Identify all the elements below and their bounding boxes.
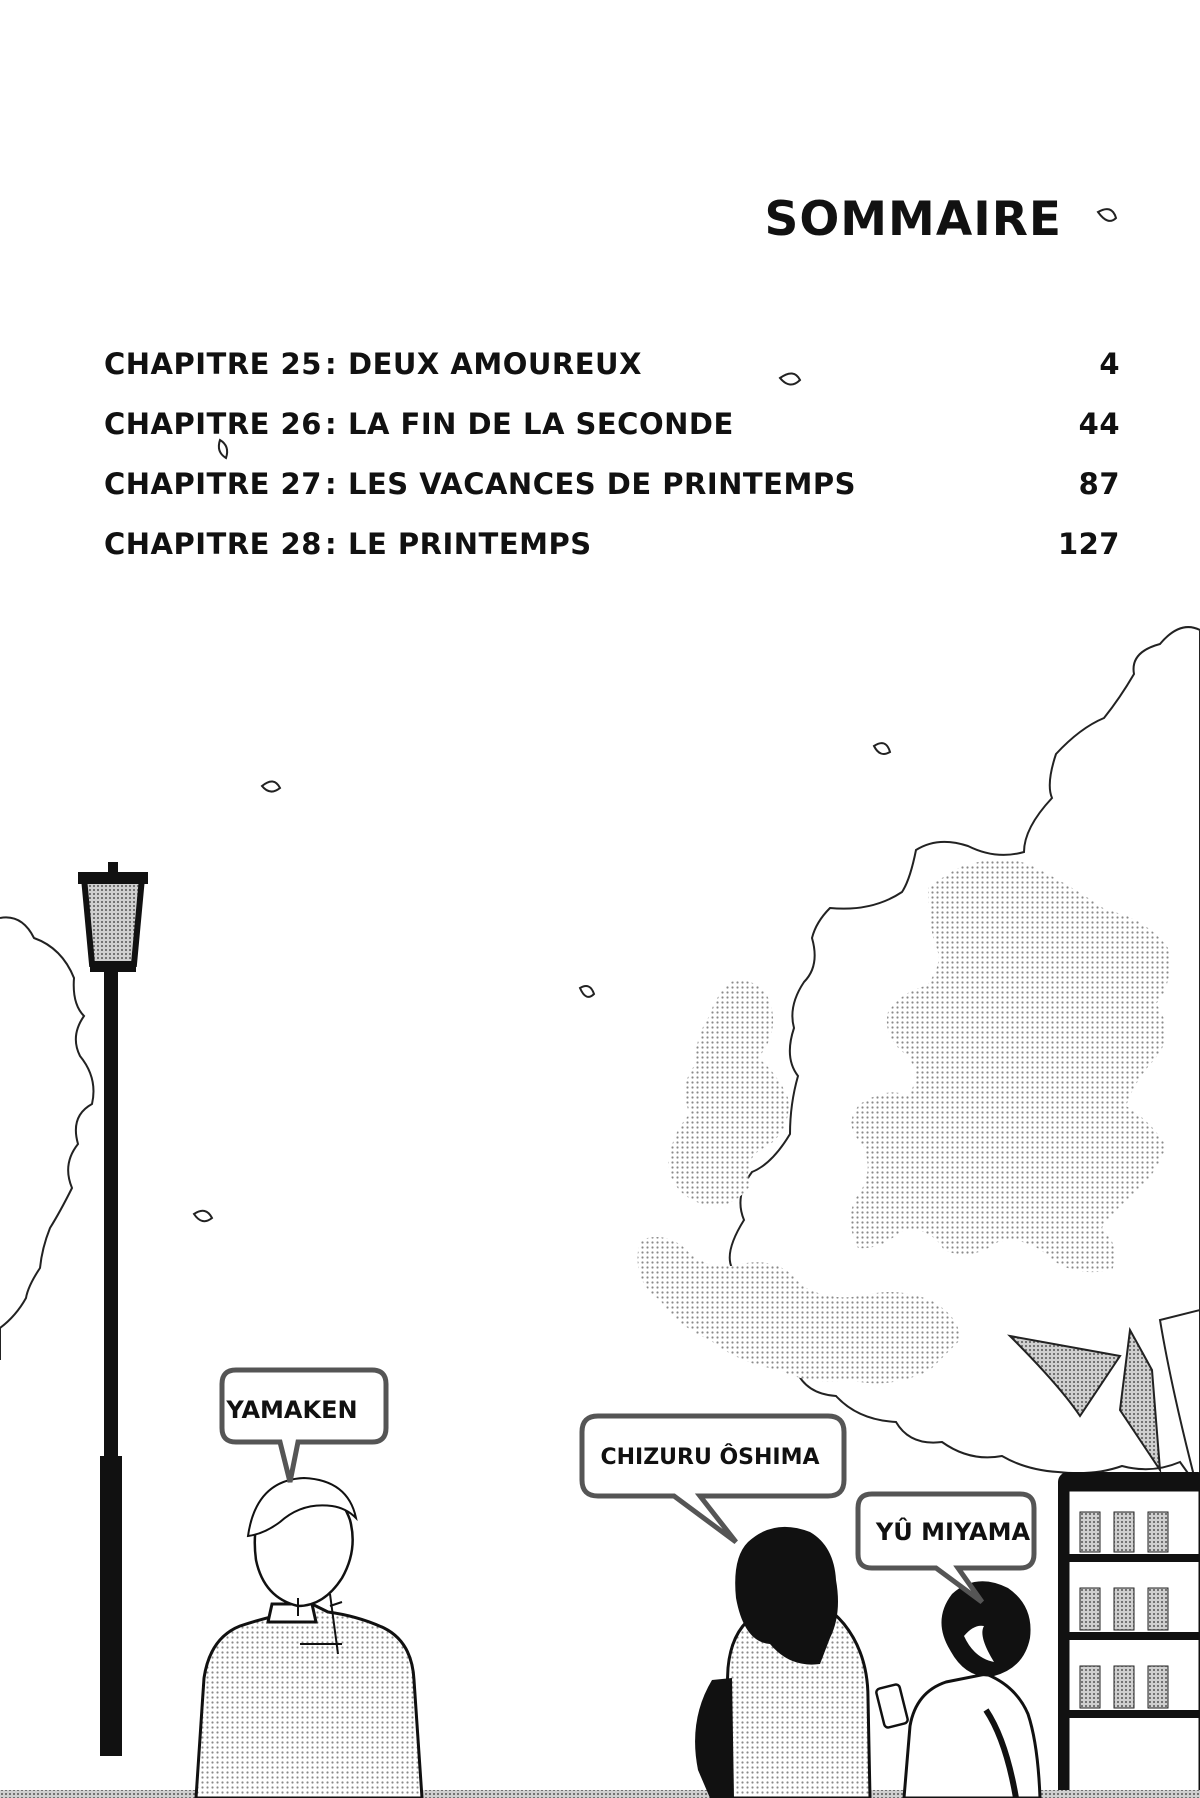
chapter-title: DEUX AMOUREUX xyxy=(348,347,642,381)
toc-entry[interactable] xyxy=(104,334,1120,394)
petal xyxy=(262,781,280,791)
speech-bubble-chizuru xyxy=(582,1416,844,1542)
character-yu xyxy=(876,1581,1040,1798)
vending-machine xyxy=(1058,1472,1200,1798)
page-number: 44 xyxy=(1078,407,1120,441)
toc-entry[interactable] xyxy=(104,454,1120,514)
page-number: 4 xyxy=(1099,347,1120,381)
separator: : xyxy=(324,467,338,501)
petal xyxy=(1098,209,1116,221)
street-lamp xyxy=(78,862,148,1756)
speech-label-chizuru: CHIZURU ÔSHIMA xyxy=(600,1445,820,1470)
chapter-title: LA FIN DE LA SECONDE xyxy=(348,407,734,441)
toc-entry[interactable] xyxy=(104,514,1120,574)
chapter-title: LES VACANCES DE PRINTEMPS xyxy=(348,467,856,501)
separator: : xyxy=(324,527,338,561)
speech-label-yu: YÛ MIYAMA xyxy=(875,1518,1031,1546)
speech-bubble-yamaken xyxy=(222,1370,386,1482)
chapter-number: CHAPITRE 25 xyxy=(104,347,322,381)
chapter-number: CHAPITRE 28 xyxy=(104,527,322,561)
petal xyxy=(580,986,594,997)
chapter-number: CHAPITRE 27 xyxy=(104,467,322,501)
toc-title: SOMMAIRE xyxy=(764,192,1062,247)
character-chizuru xyxy=(695,1527,870,1798)
page-number: 127 xyxy=(1057,527,1120,561)
speech-label-yamaken: YAMAKEN xyxy=(226,1396,358,1424)
table-of-contents xyxy=(104,334,1120,574)
character-yamaken xyxy=(196,1478,422,1798)
separator: : xyxy=(324,347,338,381)
petal xyxy=(874,743,890,754)
chapter-title: LE PRINTEMPS xyxy=(348,527,592,561)
cherry-tree xyxy=(638,627,1200,1500)
toc-entry[interactable] xyxy=(104,394,1120,454)
page-number: 87 xyxy=(1078,467,1120,501)
left-tree-outline xyxy=(0,917,94,1360)
separator: : xyxy=(324,407,338,441)
chapter-number: CHAPITRE 26 xyxy=(104,407,322,441)
petal xyxy=(194,1211,212,1221)
speech-bubble-yu xyxy=(858,1494,1034,1602)
